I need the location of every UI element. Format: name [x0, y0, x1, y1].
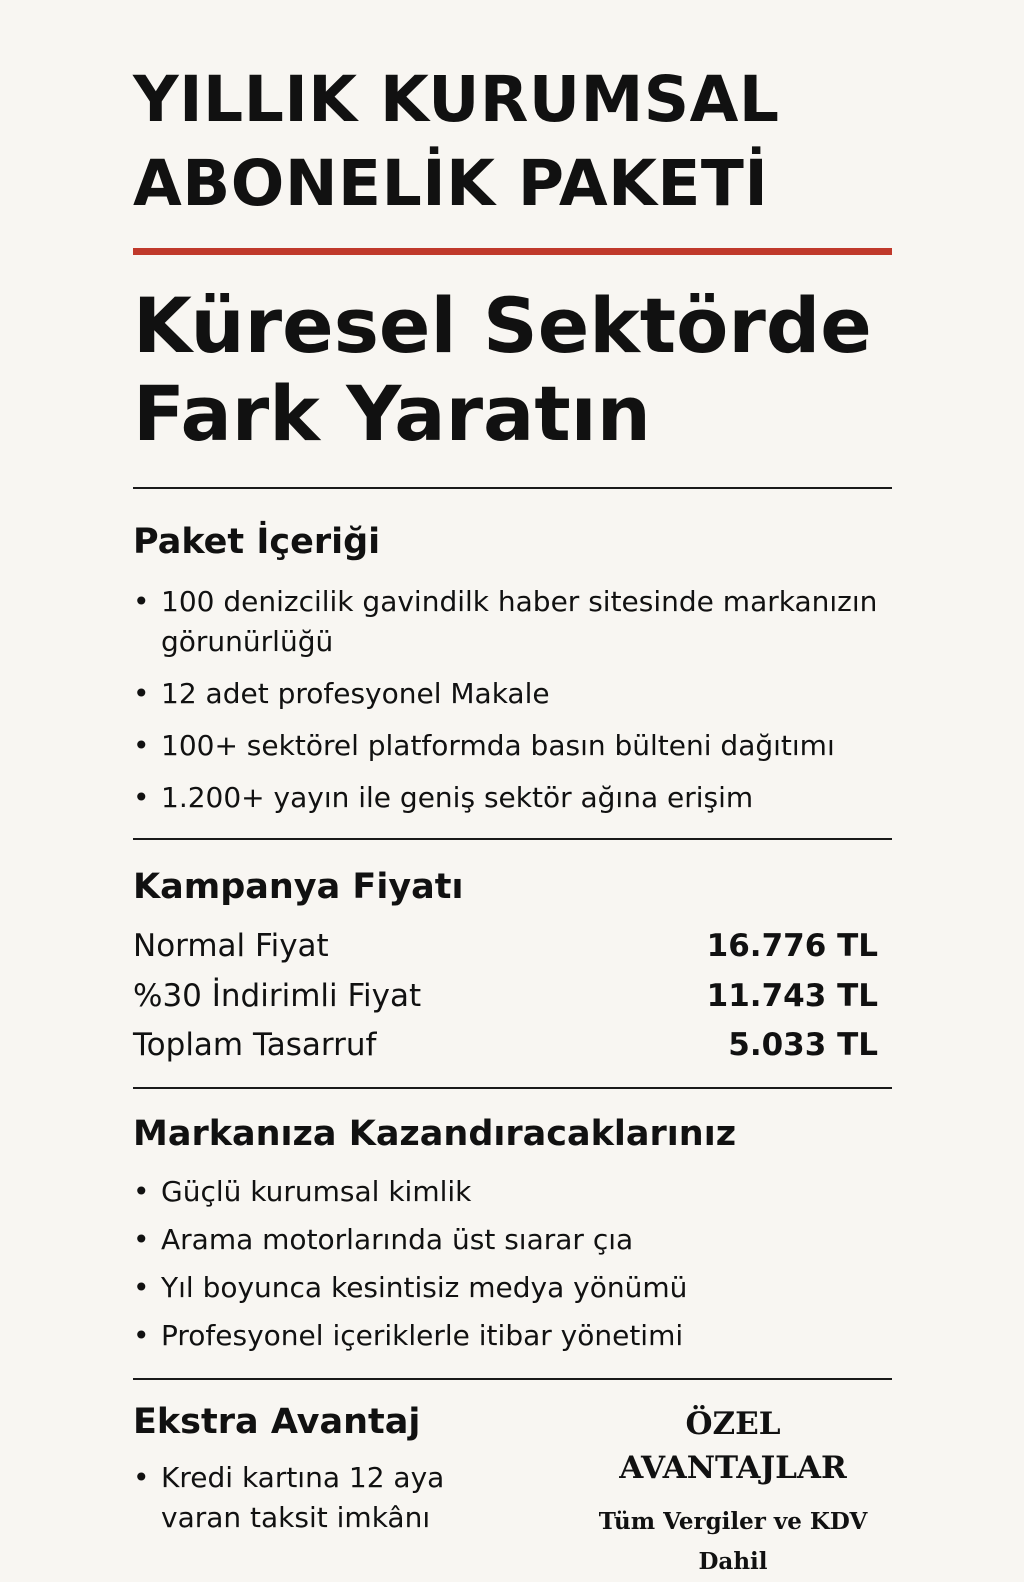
benefits-list [133, 1172, 893, 1356]
extra-heading: Ekstra Avantaj [133, 1402, 421, 1442]
package-item: • 1.200+ yayın ile geniş sektör ağına erişim [133, 778, 933, 818]
benefits-heading: Markanıza Kazandıracaklarınız [133, 1114, 737, 1154]
benefit-item: • Profesyonel içeriklerle itibar yönetimi [133, 1316, 893, 1356]
headline: Küresel Sektörde Fark Yaratın [133, 281, 872, 458]
price-row-discount [133, 974, 878, 1018]
price-row-normal [133, 924, 878, 968]
price-label: %30 İndirimli Fiyat [133, 978, 422, 1014]
price-label: Toplam Tasarruf [133, 1027, 377, 1063]
package-item: • 100+ sektörel platformda basın bülteni dağıtımı [133, 726, 933, 766]
benefit-item: • Arama motorlarında üst sıarar çıa [133, 1220, 893, 1260]
divider-1 [133, 487, 892, 489]
red-divider [133, 248, 892, 255]
package-item: • 100 denizcilik gavindilk haber sitesinde markanızın görunürlüğü [133, 582, 933, 662]
price-row-savings [133, 1023, 878, 1067]
divider-3 [133, 1087, 892, 1089]
price-value: 16.776 TL [706, 928, 878, 964]
package-list [133, 582, 933, 818]
special-advantages [568, 1402, 898, 1582]
price-value: 5.033 TL [728, 1027, 878, 1063]
price-value: 11.743 TL [706, 978, 878, 1014]
package-item: • 12 adet profesyonel Makale [133, 674, 933, 714]
special-title: ÖZEL AVANTAJLAR [619, 1406, 847, 1486]
divider-2 [133, 838, 892, 840]
divider-4 [133, 1378, 892, 1380]
benefit-item: • Güçlü kurumsal kimlik [133, 1172, 893, 1212]
extra-list [133, 1458, 473, 1538]
main-title: YILLIK KURUMSAL ABONELİK PAKETİ [133, 63, 780, 220]
extra-item: • Kredi kartına 12 aya varan taksit imkânı [133, 1458, 473, 1538]
special-subtitle: Tüm Vergiler ve KDV Dahil [598, 1508, 868, 1575]
price-label: Normal Fiyat [133, 928, 329, 964]
flyer [133, 0, 893, 1575]
benefit-item: • Yıl boyunca kesintisiz medya yönümü [133, 1268, 893, 1308]
package-heading: Paket İçeriği [133, 522, 381, 562]
pricing-heading: Kampanya Fiyatı [133, 867, 464, 907]
